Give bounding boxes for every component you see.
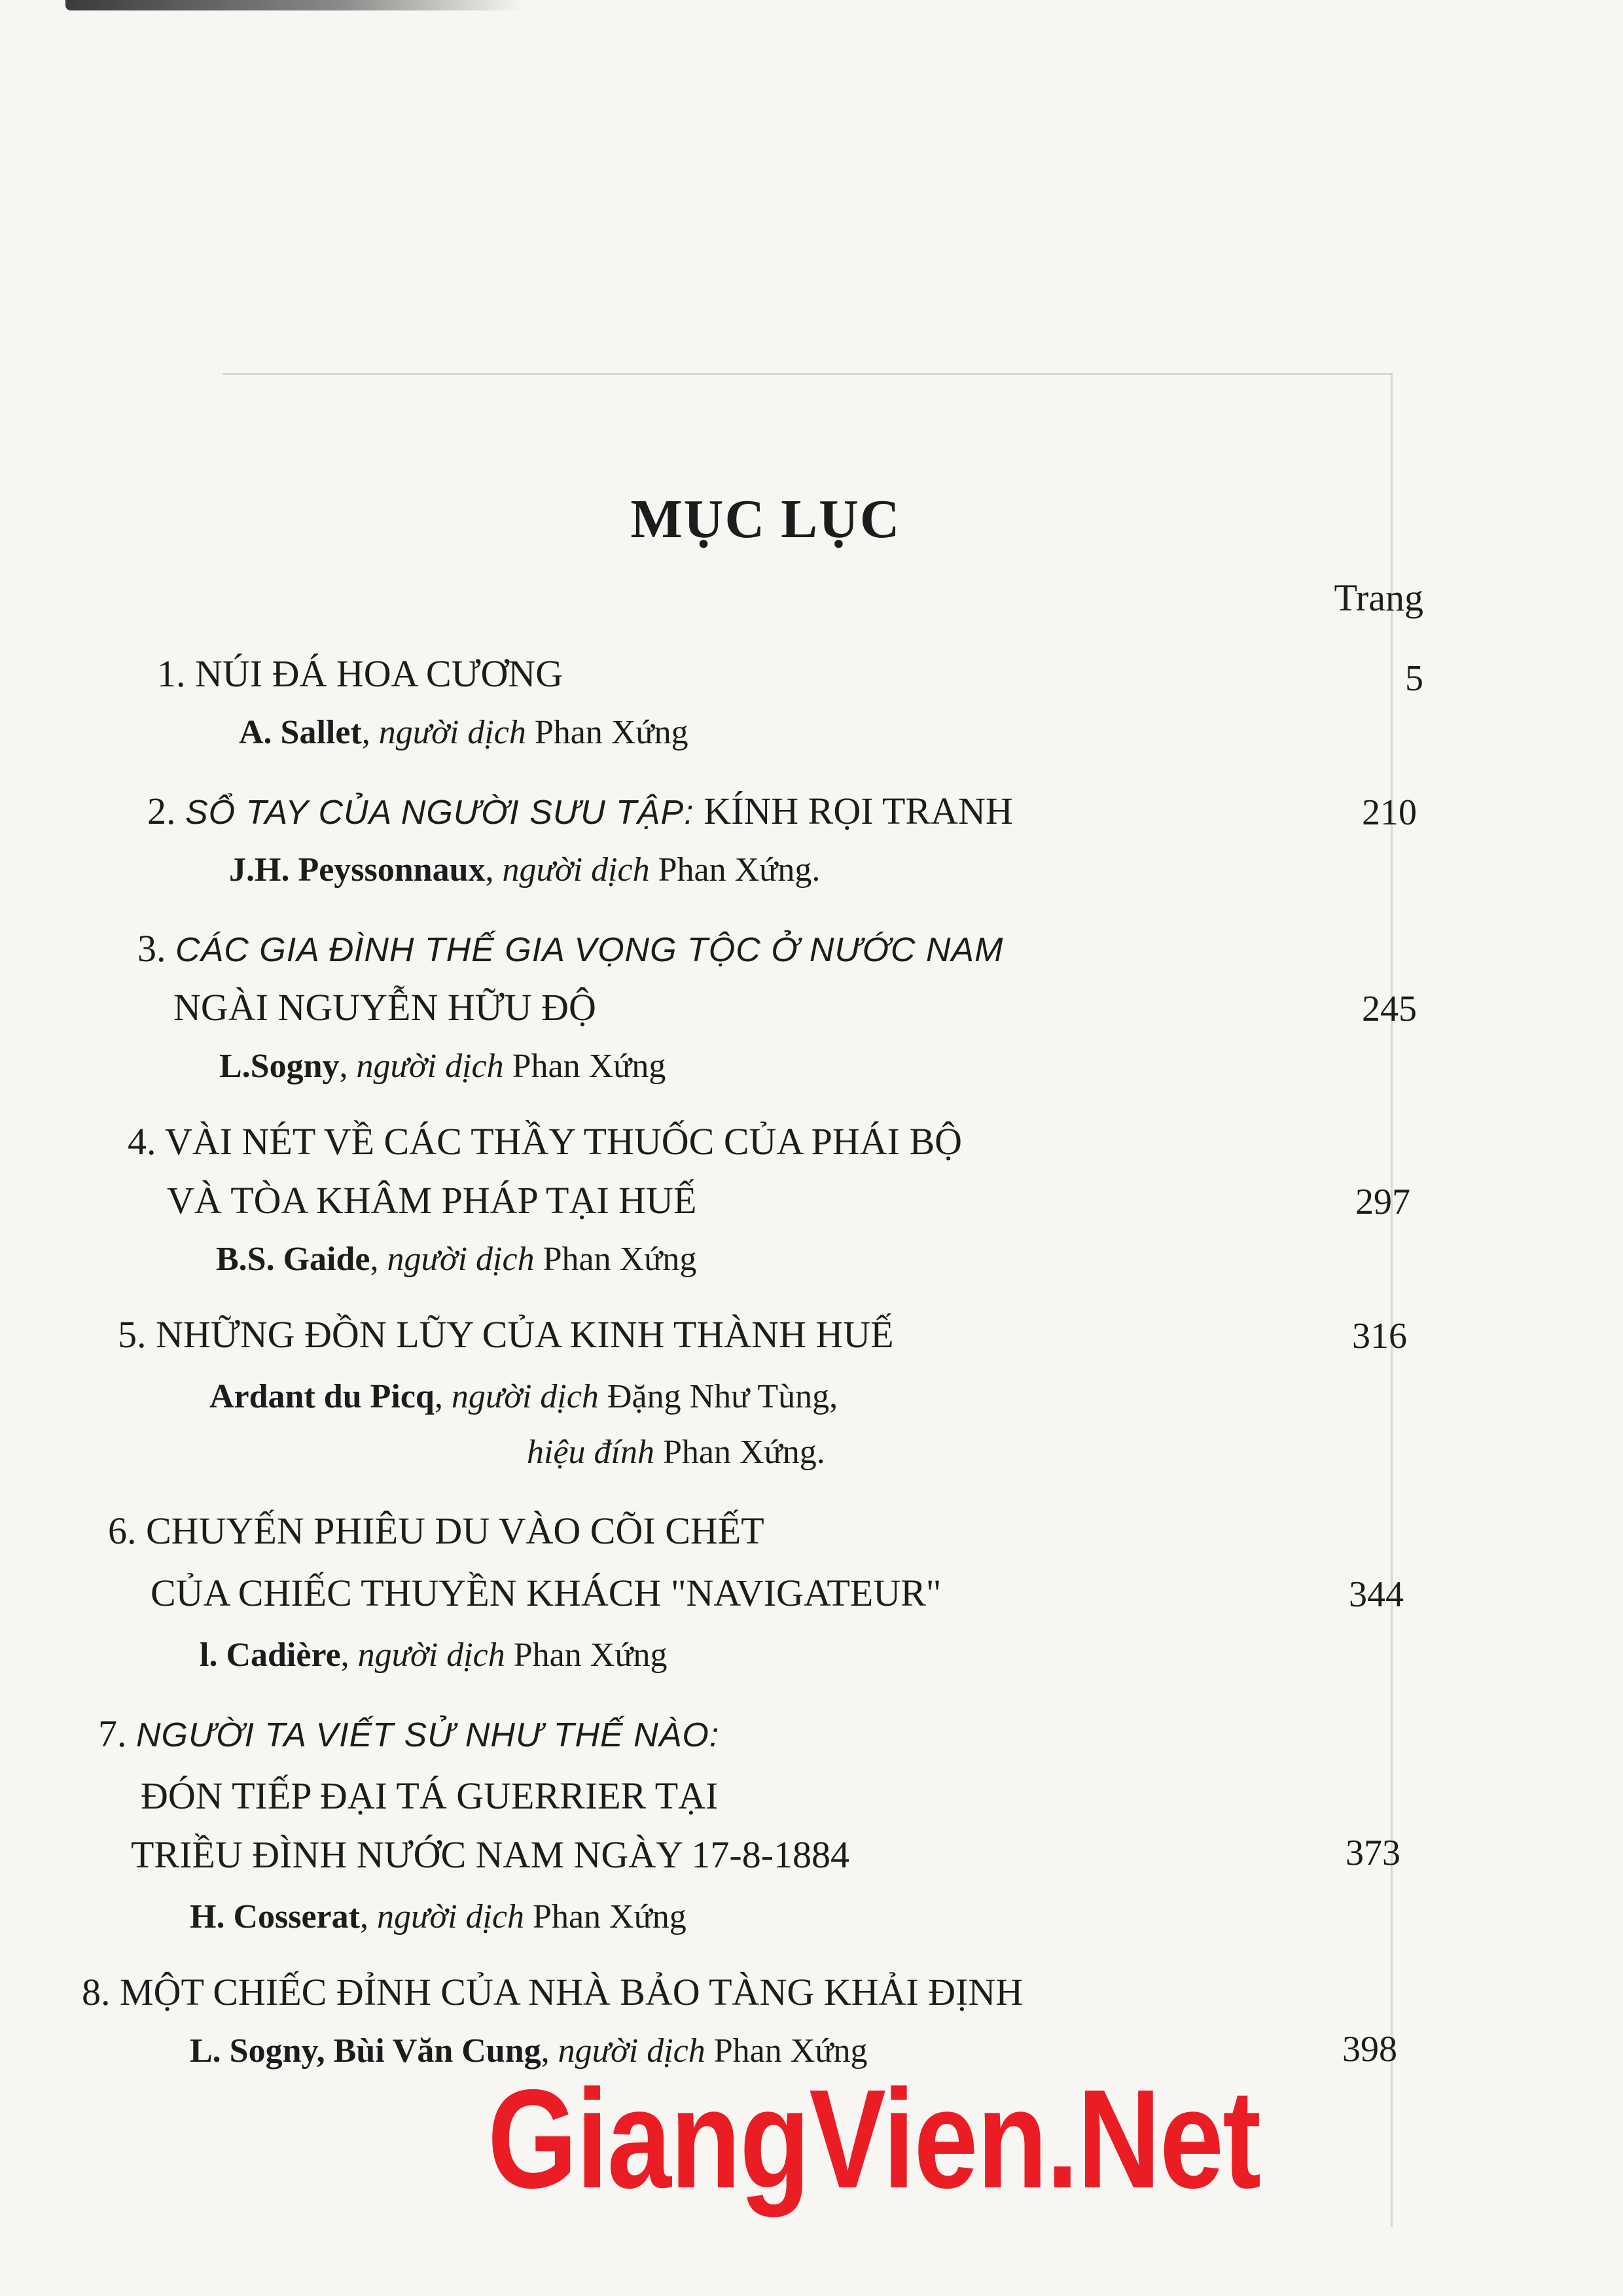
entry-author-line: H. Cosserat, người dịch Phan Xứng bbox=[190, 1898, 687, 1935]
entry-number: 1. bbox=[157, 652, 186, 695]
entry-title-line: NGÀI NGUYỄN HỮU ĐỘ bbox=[173, 986, 596, 1029]
translator-name: Phan Xứng bbox=[713, 2032, 868, 2070]
author-name: L.Sogny bbox=[219, 1048, 340, 1085]
entry-title bbox=[82, 1969, 1023, 2015]
translator-role: người dịch bbox=[387, 1241, 535, 1278]
entry-title bbox=[108, 1508, 764, 1554]
entry-page: 398 bbox=[1342, 2029, 1397, 2070]
entry-author-line: A. Sallet, người dịch Phan Xứng bbox=[239, 714, 688, 751]
translator-name: Phan Xứng bbox=[534, 714, 688, 751]
author-name: B.S. Gaide bbox=[216, 1241, 370, 1278]
author-name: H. Cosserat bbox=[190, 1898, 360, 1935]
translator-role: người dịch bbox=[356, 1048, 504, 1085]
translator-role: người dịch bbox=[558, 2032, 705, 2070]
entry-title-line: VÀI NÉT VỀ CÁC THẦY THUỐC CỦA PHÁI BỘ bbox=[164, 1120, 963, 1163]
author-name: l. Cadière bbox=[200, 1636, 341, 1674]
entry-page: 297 bbox=[1355, 1182, 1410, 1222]
entry-title bbox=[157, 651, 563, 697]
entry-number: 7. bbox=[98, 1712, 127, 1755]
entry-title-line: VÀ TÒA KHÂM PHÁP TẠI HUẾ bbox=[167, 1179, 697, 1222]
entry-title-line: TRIỀU ĐÌNH NƯỚC NAM NGÀY 17-8-1884 bbox=[131, 1833, 850, 1876]
entry-title bbox=[98, 1711, 719, 1758]
entry-title-italic: SỔ TAY CỦA NGƯỜI SƯU TẬP: bbox=[185, 794, 694, 832]
entry-title-line: ĐÓN TIẾP ĐẠI TÁ GUERRIER TẠI bbox=[141, 1775, 719, 1817]
author-name: L. Sogny, Bùi Văn Cung bbox=[190, 2032, 541, 2070]
entry-editor-line bbox=[527, 1430, 825, 1475]
entry-number: 4. bbox=[128, 1120, 156, 1163]
entry-title bbox=[118, 1312, 894, 1358]
entry-title-line: CHUYẾN PHIÊU DU VÀO CÕI CHẾT bbox=[146, 1510, 764, 1552]
translator-name: Đặng Như Tùng, bbox=[607, 1378, 838, 1415]
toc-heading: MỤC LỤC bbox=[630, 489, 901, 550]
translator-role: người dịch bbox=[502, 851, 650, 889]
translator-role: người dịch bbox=[378, 714, 526, 751]
translator-name: Phan Xứng bbox=[513, 1636, 668, 1674]
entry-number: 3. bbox=[137, 927, 166, 970]
translator-name: Phan Xứng. bbox=[658, 851, 821, 889]
translator-role: người dịch bbox=[357, 1636, 505, 1674]
entry-number: 5. bbox=[118, 1313, 147, 1356]
entry-author-line: l. Cadière, người dịch Phan Xứng bbox=[200, 1636, 668, 1674]
entry-page: 344 bbox=[1349, 1574, 1404, 1615]
entry-page: 316 bbox=[1352, 1316, 1407, 1356]
bleed-through-text bbox=[144, 167, 152, 198]
editor-name: Phan Xứng. bbox=[662, 1434, 825, 1471]
entry-number: 8. bbox=[82, 1971, 111, 2013]
entry-title-line: KÍNH RỌI TRANH bbox=[704, 790, 1013, 832]
entry-page: 245 bbox=[1362, 989, 1417, 1029]
page-column-label: Trang bbox=[1334, 576, 1423, 619]
entry-author-line: L.Sogny, người dịch Phan Xứng bbox=[219, 1048, 666, 1085]
entry-number: 2. bbox=[147, 790, 176, 832]
entry-number: 6. bbox=[108, 1510, 137, 1552]
entry-title-italic: CÁC GIA ĐÌNH THẾ GIA VỌNG TỘC Ở NƯỚC NAM bbox=[175, 931, 1004, 969]
entry-author-line: Ardant du Picq, người dịch Đặng Như Tùng, bbox=[209, 1378, 838, 1415]
entry-author-line: L. Sogny, Bùi Văn Cung, người dịch Phan Xứng bbox=[190, 2032, 868, 2070]
author-name: A. Sallet bbox=[239, 714, 362, 751]
entry-title bbox=[147, 788, 1013, 836]
translator-role: người dịch bbox=[451, 1378, 599, 1415]
entry-page: 373 bbox=[1346, 1833, 1400, 1873]
entry-title-line: CỦA CHIẾC THUYỀN KHÁCH "NAVIGATEUR" bbox=[151, 1572, 942, 1614]
author-name: Ardant du Picq bbox=[209, 1378, 435, 1415]
entry-page: 5 bbox=[1405, 658, 1423, 699]
entry-author-line: B.S. Gaide, người dịch Phan Xứng bbox=[216, 1241, 697, 1278]
entry-title-line: MỘT CHIẾC ĐỈNH CỦA NHÀ BẢO TÀNG KHẢI ĐỊNH bbox=[120, 1971, 1024, 2013]
entry-title-line: NÚI ĐÁ HOA CƯƠNG bbox=[195, 652, 563, 695]
watermark-text: GiangVien.Net bbox=[488, 2060, 1260, 2217]
translator-name: Phan Xứng bbox=[533, 1898, 687, 1935]
translator-name: Phan Xứng bbox=[543, 1241, 697, 1278]
entry-title bbox=[128, 1119, 962, 1165]
translator-role: người dịch bbox=[376, 1898, 525, 1935]
entry-title bbox=[137, 926, 1003, 973]
editor-role: hiệu đính bbox=[527, 1434, 654, 1471]
entry-page: 210 bbox=[1362, 792, 1417, 833]
entry-author-line: J.H. Peyssonnaux, người dịch Phan Xứng. bbox=[229, 851, 821, 889]
translator-name: Phan Xứng bbox=[512, 1048, 666, 1085]
author-name: J.H. Peyssonnaux bbox=[229, 851, 486, 889]
scan-edge-shadow bbox=[65, 0, 524, 10]
entry-title-italic: NGƯỜI TA VIẾT SỬ NHƯ THẾ NÀO: bbox=[136, 1716, 720, 1754]
entry-title-line: NHỮNG ĐỒN LŨY CỦA KINH THÀNH HUẾ bbox=[156, 1313, 894, 1356]
